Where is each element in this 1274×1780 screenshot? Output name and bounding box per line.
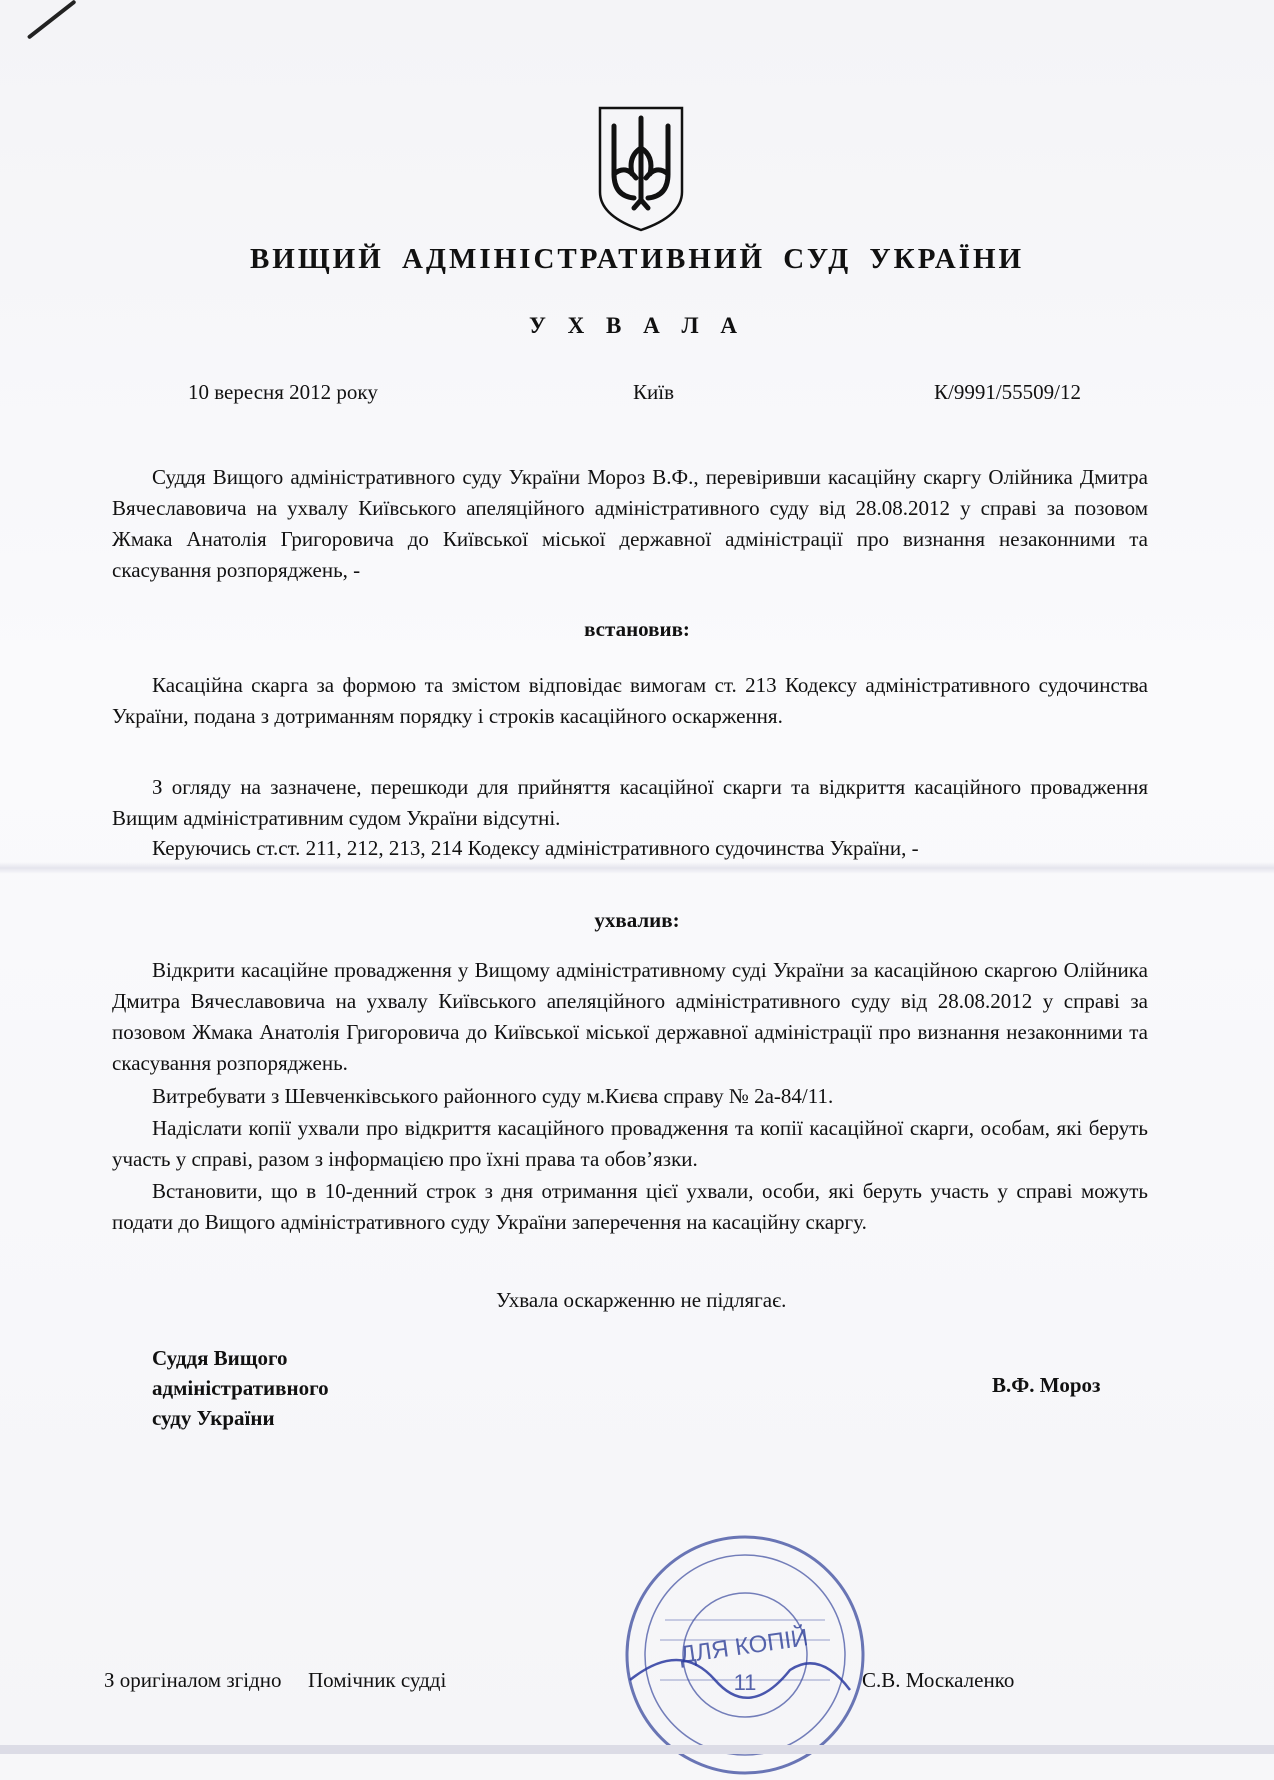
certification-text: З оригіналом згідно [104, 1668, 282, 1692]
judge-title-block [152, 1343, 329, 1433]
judge-name: В.Ф. Мороз [992, 1373, 1101, 1397]
ruled-paragraph-3: Надіслати копії ухвали про відкриття касаційного провадження та копії касаційної скарги, особам, які беруть участь у справі, разом з інформацією про їхні права та обов’язки. [112, 1116, 1148, 1171]
established-paragraph-3: Керуючись ст.ст. 211, 212, 213, 214 Кодексу адміністративного судочинства України, - [152, 836, 919, 860]
document-city: Київ [633, 380, 674, 404]
certification-role: Помічник судді [308, 1668, 447, 1692]
established-paragraph-2: З огляду на зазначене, перешкоди для прийняття касаційної скарги та відкриття касаційного провадження Вищим адміністративним судом України відсутні. [112, 775, 1148, 830]
court-name-heading: ВИЩИЙ АДМІНІСТРАТИВНИЙ СУД УКРАЇНИ [249, 243, 1025, 275]
section-ruled-heading: ухвалив: [594, 908, 680, 932]
coat-of-arms-icon [596, 104, 686, 234]
stamp-center-text: ДЛЯ КОПІЙ [677, 1624, 810, 1669]
judge-title-line-2: адміністративного [152, 1376, 329, 1400]
intro-paragraph: Суддя Вищого адміністративного суду України Мороз В.Ф., перевіривши касаційну скаргу Олійника Дмитра Вячеславовича на ухвалу Київського апеляційного адміністративного суду від 28.08.2012 у справі за позовом Жмака Анатолія Григоровича до Київської міської державної адміністрації про визнання незаконними та скасування розпоряджень, - [112, 465, 1148, 582]
ruled-paragraph-4: Встановити, що в 10-денний строк з дня отримання цієї ухвали, особи, які беруть участь у справі можуть подати до Вищого адміністративного суду України заперечення на касаційну скаргу. [112, 1179, 1148, 1234]
ruled-paragraph-2: Витребувати з Шевченківського районного суду м.Києва справу № 2а-84/11. [152, 1084, 834, 1108]
page-bottom-edge [0, 1745, 1274, 1754]
document-date: 10 вересня 2012 року [188, 380, 378, 404]
certification-name: С.В. Москаленко [862, 1668, 1015, 1692]
court-stamp-icon [620, 1530, 870, 1780]
established-paragraph-1: Касаційна скарга за формою та змістом відповідає вимогам ст. 213 Кодексу адміністративного судочинства України, подана з дотриманням порядку і строків касаційного оскарження. [112, 673, 1148, 728]
not-appealable-note: Ухвала оскарженню не підлягає. [496, 1288, 787, 1312]
case-number: К/9991/55509/12 [934, 380, 1082, 404]
judge-title-line-1: Суддя Вищого [152, 1346, 288, 1370]
document-type-heading: У Х В А Л А [529, 313, 745, 338]
section-established-heading: встановив: [584, 617, 690, 641]
judge-title-line-3: суду України [152, 1406, 275, 1430]
stamp-number: 11 [733, 1670, 757, 1695]
pen-mark [27, 0, 77, 40]
ruled-paragraph-1: Відкрити касаційне провадження у Вищому адміністративному суді України за касаційною скаргою Олійника Дмитра Вячеславовича на ухвалу Київського апеляційного адміністративного суду від 28.08.2012 у справі за позовом Жмака Анатолія Григоровича до Київської міської державної адміністрації про визнання незаконними та скасування розпоряджень. [112, 958, 1148, 1075]
